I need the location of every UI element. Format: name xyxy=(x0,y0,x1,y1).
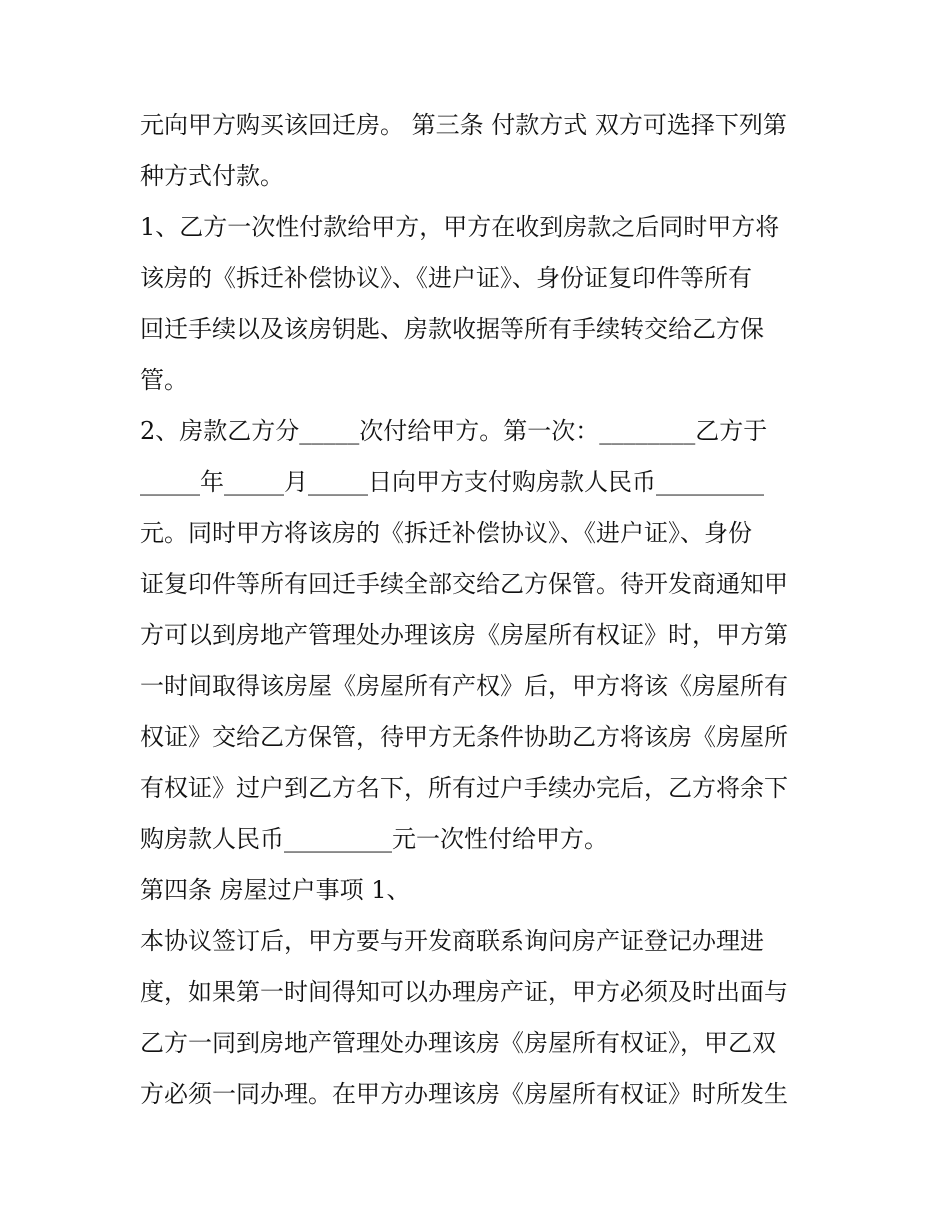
text-line: 种方式付款。 xyxy=(140,162,284,190)
text-line: 一时间取得该房屋《房屋所有产权》后，甲方将该《房屋所有 xyxy=(140,672,788,700)
document-page xyxy=(140,100,820,1120)
text-line: 度，如果第一时间得知可以办理房产证，甲方必须及时出面与 xyxy=(140,978,788,1006)
text-line: 该房的《拆迁补偿协议》、《进户证》、身份证复印件等所有 xyxy=(140,264,752,292)
text-line: 乙方一同到房地产管理处办理该房《房屋所有权证》，甲乙双 xyxy=(140,1029,776,1057)
text-line: 有权证》过户到乙方名下，所有过户手续办完后，乙方将余下 xyxy=(140,774,788,802)
text-line: 1、乙方一次性付款给甲方，甲方在收到房款之后同时甲方将 xyxy=(140,213,780,241)
text-line: 第四条 房屋过户事项 1、 xyxy=(140,876,411,904)
text-line: 方必须一同办理。在甲方办理该房《房屋所有权证》时所发生 xyxy=(140,1080,788,1108)
text-line: 2、房款乙方分_____次付给甲方。第一次：________乙方于 xyxy=(140,417,768,445)
text-line: 元向甲方购买该回迁房。 第三条 付款方式 双方可选择下列第 xyxy=(140,111,787,139)
text-line: 回迁手续以及该房钥匙、房款收据等所有手续转交给乙方保 xyxy=(140,315,764,343)
text-line: 本协议签订后，甲方要与开发商联系询问房产证登记办理进 xyxy=(140,927,764,955)
text-line: 方可以到房地产管理处办理该房《房屋所有权证》时，甲方第 xyxy=(140,621,788,649)
text-line: 购房款人民币_________元一次性付给甲方。 xyxy=(140,825,608,853)
text-line: _____年_____月_____日向甲方支付购房款人民币_________ xyxy=(140,468,764,496)
text-line: 管。 xyxy=(140,366,188,394)
text-line: 权证》交给乙方保管，待甲方无条件协助乙方将该房《房屋所 xyxy=(140,723,788,751)
text-line: 证复印件等所有回迁手续全部交给乙方保管。待开发商通知甲 xyxy=(140,570,788,598)
text-line: 元。同时甲方将该房的《拆迁补偿协议》、《进户证》、身份 xyxy=(140,519,752,547)
